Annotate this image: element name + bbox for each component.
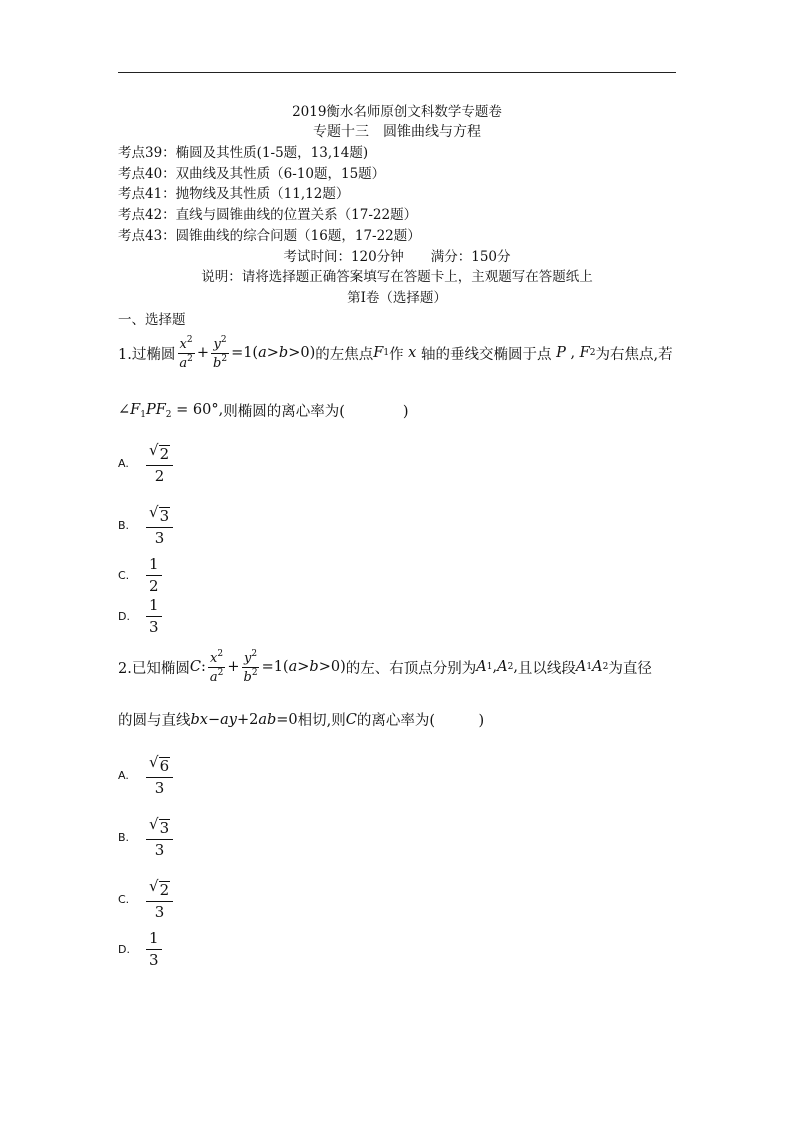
question-1-line-2: $\angle F_1PF_2 = 60^\circ$, 则椭圆的离心率为( ) — [118, 401, 409, 420]
q2-option-a[interactable]: A. √ 6 3 — [118, 754, 173, 796]
topic-41: 考点41：抛物线及其性质（11,12题） — [118, 186, 350, 202]
topic-40: 考点40：双曲线及其性质（6-10题，15题） — [118, 166, 386, 182]
q1-option-a[interactable]: A. √ 2 2 — [118, 442, 173, 484]
exam-info: 考试时间：120分钟 满分：150分 — [283, 249, 511, 265]
q1-option-d[interactable]: D. 1 3 — [118, 597, 162, 635]
section-title: 一、选择题 — [118, 312, 186, 328]
q1-option-c[interactable]: C. 1 2 — [118, 556, 162, 594]
instructions: 说明：请将选择题正确答案填写在答题卡上，主观题写在答题纸上 — [201, 269, 593, 285]
question-1-line-1: 1.过椭圆 $\frac{x^2}{a^2}$ + $\frac{y^2}{b^2}$ =1(a>b>0) 的左焦点 F 1 作 x 轴的垂线交椭圆于点 P , F 2 为右焦点,若 — [118, 335, 673, 371]
question-2-line-1: 2.已知椭圆 C : $\frac{x^2}{a^2}$ + $\frac{y^2}{b^2}$ =1(a>b>0) 的左、右顶点分别为 A 1 , A 2 , 且以线段 A 1 A 2 为直径 — [118, 649, 652, 685]
q2-option-b[interactable]: B. √ 3 3 — [118, 816, 173, 858]
header-rule — [118, 72, 676, 73]
q2-option-c[interactable]: C. √ 2 3 — [118, 878, 173, 920]
topic-43: 考点43：圆锥曲线的综合问题（16题，17-22题） — [118, 228, 421, 244]
topic-39: 考点39：椭圆及其性质(1-5题，13,14题) — [118, 145, 369, 161]
q1-option-b[interactable]: B. √ 3 3 — [118, 504, 173, 546]
q2-option-d[interactable]: D. 1 3 — [118, 930, 162, 968]
topic-42: 考点42：直线与圆锥曲线的位置关系（17-22题） — [118, 207, 418, 223]
page-title: 2019衡水名师原创文科数学专题卷 — [292, 104, 502, 120]
page-subtitle: 专题十三 圆锥曲线与方程 — [313, 124, 481, 140]
question-2-line-2: 的圆与直线 bx − ay +2 ab =0 相切,则 C 的离心率为( ) — [118, 711, 485, 729]
part-title: 第I卷（选择题） — [347, 290, 447, 306]
